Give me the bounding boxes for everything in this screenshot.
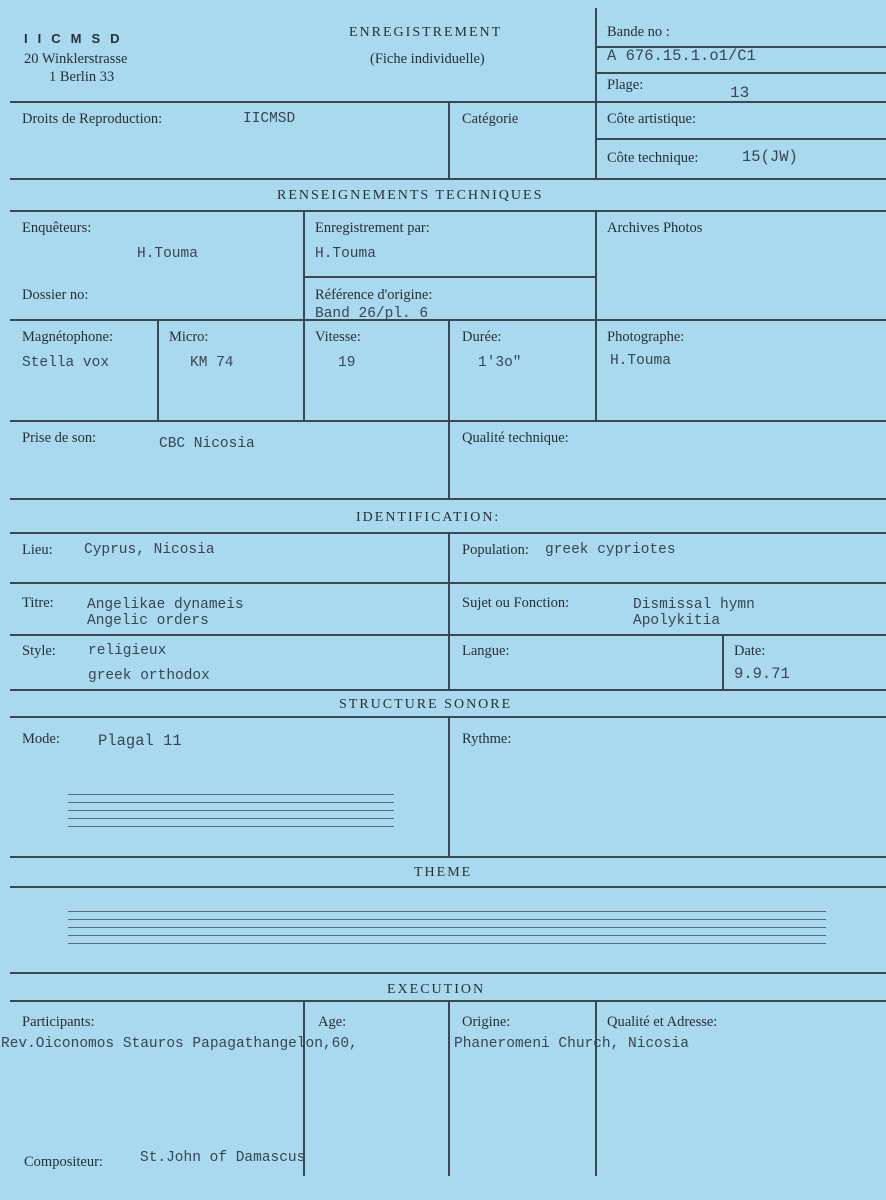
staff-line xyxy=(68,919,826,920)
staff-line xyxy=(68,927,826,928)
photographe-value: H.Touma xyxy=(610,353,671,369)
section-title-identification: IDENTIFICATION: xyxy=(356,510,501,525)
form-title: ENREGISTREMENT xyxy=(349,25,503,40)
compositeur-value: St.John of Damascus xyxy=(140,1150,306,1166)
age-label: Age: xyxy=(318,1014,347,1030)
rule xyxy=(448,716,450,856)
duree-value: 1'3o" xyxy=(478,355,522,371)
titre-label: Titre: xyxy=(22,595,54,611)
rule xyxy=(722,634,724,689)
mode-value: Plagal 11 xyxy=(98,732,182,750)
rule xyxy=(595,138,886,140)
mode-label: Mode: xyxy=(22,731,60,747)
origine-label: Origine: xyxy=(462,1014,511,1030)
cote-technique-value: 15(JW) xyxy=(742,148,798,166)
date-value: 9.9.71 xyxy=(734,665,790,683)
lieu-value: Cyprus, Nicosia xyxy=(84,542,215,558)
style-value-2: greek orthodox xyxy=(88,668,210,684)
rule xyxy=(595,1000,597,1176)
rule xyxy=(10,886,886,888)
compositeur-label: Compositeur: xyxy=(24,1154,103,1170)
participants-value: Rev.Oiconomos Stauros Papagathangelon,60, xyxy=(1,1036,358,1052)
rule xyxy=(10,634,886,636)
bande-label: Bande no : xyxy=(607,24,670,40)
rule xyxy=(10,972,886,974)
droits-label: Droits de Reproduction: xyxy=(22,111,163,127)
categorie-label: Catégorie xyxy=(462,111,519,127)
rule xyxy=(303,276,595,278)
staff-line xyxy=(68,818,394,819)
photographe-label: Photographe: xyxy=(607,329,685,345)
enqueteurs-value: H.Touma xyxy=(137,246,198,262)
population-value: greek cypriotes xyxy=(545,542,676,558)
staff-line xyxy=(68,826,394,827)
staff-line xyxy=(68,911,826,912)
rule xyxy=(10,582,886,584)
lieu-label: Lieu: xyxy=(22,542,53,558)
titre-value-1: Angelikae dynameis xyxy=(87,597,244,613)
rule xyxy=(595,72,886,74)
titre-value-2: Angelic orders xyxy=(87,613,209,629)
rule xyxy=(448,319,450,420)
cote-technique-label: Côte technique: xyxy=(607,150,699,166)
rule xyxy=(448,1000,450,1176)
staff-line xyxy=(68,802,394,803)
archives-photos-label: Archives Photos xyxy=(607,220,703,236)
participants-label: Participants: xyxy=(22,1014,95,1030)
prise-label: Prise de son: xyxy=(22,430,97,446)
droits-value: IICMSD xyxy=(243,111,296,127)
rule xyxy=(10,689,886,691)
rule xyxy=(595,210,597,420)
section-title-execution: EXECUTION xyxy=(387,982,486,997)
dossier-label: Dossier no: xyxy=(22,287,89,303)
langue-label: Langue: xyxy=(462,643,510,659)
staff-line xyxy=(68,935,826,936)
section-title-technical: RENSEIGNEMENTS TECHNIQUES xyxy=(277,188,544,203)
rule xyxy=(157,319,159,420)
form-subtitle: (Fiche individuelle) xyxy=(370,51,485,67)
sujet-value-1: Dismissal hymn xyxy=(633,597,755,613)
micro-label: Micro: xyxy=(169,329,209,345)
style-value-1: religieux xyxy=(88,643,167,659)
duree-label: Durée: xyxy=(462,329,502,345)
rule xyxy=(10,498,886,500)
enregistrement-par-value: H.Touma xyxy=(315,246,376,262)
prise-value: CBC Nicosia xyxy=(159,436,255,452)
rule xyxy=(10,856,886,858)
enqueteurs-label: Enquêteurs: xyxy=(22,220,92,236)
vitesse-value: 19 xyxy=(338,355,356,371)
qualite-technique-label: Qualité technique: xyxy=(462,430,569,446)
address-value: Phaneromeni Church, Nicosia xyxy=(454,1036,689,1052)
reference-value: Band 26/pl. 6 xyxy=(315,306,429,322)
bande-value: A 676.15.1.o1/C1 xyxy=(607,47,756,65)
style-label: Style: xyxy=(22,643,56,659)
rule xyxy=(303,210,305,420)
rule xyxy=(10,210,886,212)
rule xyxy=(448,420,450,498)
magnetophone-label: Magnétophone: xyxy=(22,329,114,345)
date-label: Date: xyxy=(734,643,766,659)
enregistrement-par-label: Enregistrement par: xyxy=(315,220,430,236)
section-title-theme: THEME xyxy=(414,865,473,880)
rule xyxy=(10,178,886,180)
reference-label: Référence d'origine: xyxy=(315,287,433,303)
rule xyxy=(448,532,450,689)
staff-line xyxy=(68,810,394,811)
rule xyxy=(448,101,450,178)
plage-label: Plage: xyxy=(607,77,644,93)
cote-artistique-label: Côte artistique: xyxy=(607,111,696,127)
sujet-value-2: Apolykitia xyxy=(633,613,721,629)
qualite-adresse-label: Qualité et Adresse: xyxy=(607,1014,718,1030)
population-label: Population: xyxy=(462,542,529,558)
magnetophone-value: Stella vox xyxy=(22,355,110,371)
plage-value: 13 xyxy=(730,84,750,102)
org-logo: IICMSD xyxy=(24,31,130,46)
sujet-label: Sujet ou Fonction: xyxy=(462,595,570,611)
vitesse-label: Vitesse: xyxy=(315,329,361,345)
address-line-2: 1 Berlin 33 xyxy=(49,69,115,85)
rule xyxy=(595,8,597,178)
address-line-1: 20 Winklerstrasse xyxy=(24,51,128,67)
staff-line xyxy=(68,794,394,795)
staff-line xyxy=(68,943,826,944)
micro-value: KM 74 xyxy=(190,355,234,371)
rythme-label: Rythme: xyxy=(462,731,512,747)
section-title-structure: STRUCTURE SONORE xyxy=(339,697,513,712)
